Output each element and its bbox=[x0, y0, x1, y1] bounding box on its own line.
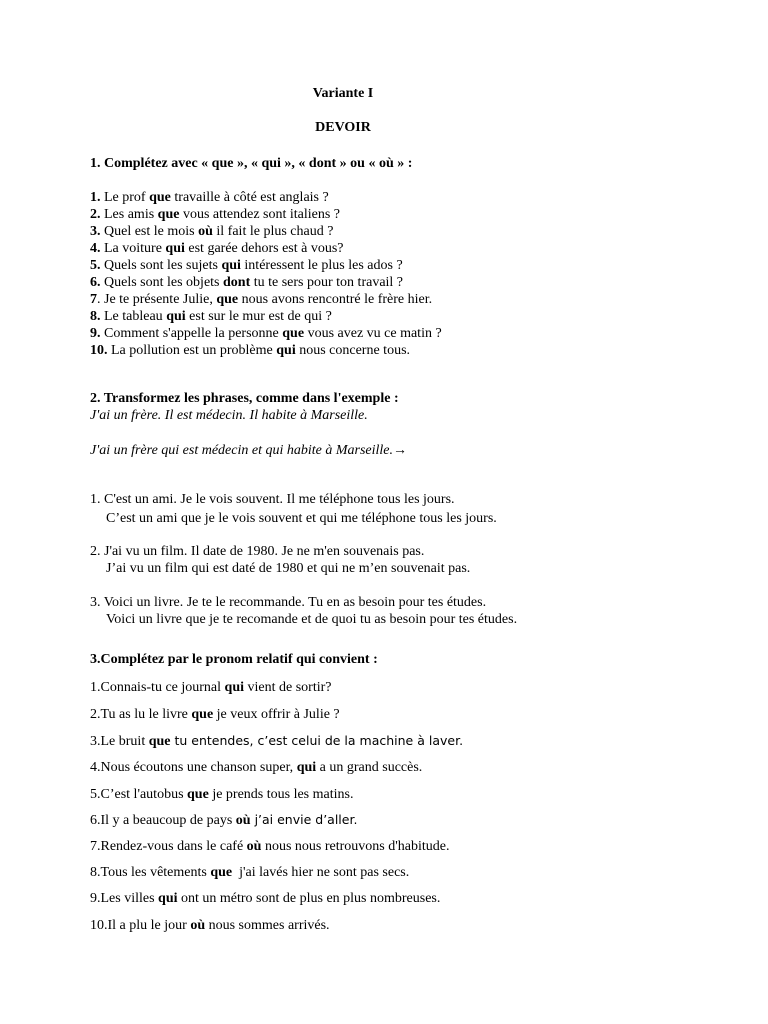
section1-item: 6. Quels sont les objets dont tu te sers pour ton travail ? bbox=[90, 275, 404, 290]
section1-item: 4. La voiture qui est garée dehors est à vous? bbox=[90, 241, 344, 256]
section3-heading: 3.Complétez par le pronom relatif qui convient : bbox=[90, 652, 378, 667]
section3-item: 3.Le bruit que tu entendes, c’est celui de la machine à laver. bbox=[90, 733, 464, 749]
section1-item: 2. Les amis que vous attendez sont italiens ? bbox=[90, 207, 341, 222]
section2-answer: J’ai vu un film qui est daté de 1980 et qui ne m’en souvenait pas. bbox=[106, 561, 471, 576]
section1-item: 10. La pollution est un problème qui nous concerne tous. bbox=[90, 343, 411, 358]
section1-item: 9. Comment s'appelle la personne que vous avez vu ce matin ? bbox=[90, 326, 442, 341]
section3-item: 6.Il y a beaucoup de pays où j’ai envie d’aller. bbox=[90, 812, 358, 828]
section2-question: 1. C'est un ami. Je le vois souvent. Il me téléphone tous les jours. bbox=[90, 492, 455, 507]
section2-question: 3. Voici un livre. Je te le recommande. Tu en as besoin pour tes études. bbox=[90, 595, 487, 610]
section3-item: 9.Les villes qui ont un métro sont de plus en plus nombreuses. bbox=[90, 891, 441, 906]
section2-heading: 2. Transformez les phrases, comme dans l'exemple : bbox=[90, 391, 399, 406]
section3-item: 8.Tous les vêtements que j'ai lavés hier ne sont pas secs. bbox=[90, 865, 410, 880]
section3-item: 1.Connais-tu ce journal qui vient de sortir? bbox=[90, 680, 332, 695]
section1-heading: 1. Complétez avec « que », « qui », « dont » ou « où » : bbox=[90, 156, 413, 171]
section2-answer: Voici un livre que je te recomande et de quoi tu as besoin pour tes études. bbox=[106, 612, 518, 627]
section1-item: 8. Le tableau qui est sur le mur est de qui ? bbox=[90, 309, 332, 324]
section1-item: 5. Quels sont les sujets qui intéressent le plus les ados ? bbox=[90, 258, 403, 273]
section2-answer: C’est un ami que je le vois souvent et qui me téléphone tous les jours. bbox=[106, 511, 497, 526]
section3-item: 2.Tu as lu le livre que je veux offrir à Julie ? bbox=[90, 707, 340, 722]
section2-question: 2. J'ai vu un film. Il date de 1980. Je ne m'en souvenais pas. bbox=[90, 544, 425, 559]
document-subtitle: DEVOIR bbox=[315, 120, 371, 135]
section3-item: 10.Il a plu le jour où nous sommes arrivés. bbox=[90, 918, 330, 933]
section3-item: 4.Nous écoutons une chanson super, qui a un grand succès. bbox=[90, 760, 423, 775]
section1-item: 1. Le prof que travaille à côté est anglais ? bbox=[90, 190, 329, 205]
section3-item: 5.C’est l'autobus que je prends tous les matins. bbox=[90, 787, 354, 802]
section2-example: J'ai un frère. Il est médecin. Il habite à Marseille. bbox=[90, 408, 368, 423]
section2-example-answer: J'ai un frère qui est médecin et qui habite à Marseille.→ bbox=[90, 443, 408, 458]
section1-item: 7. Je te présente Julie, que nous avons rencontré le frère hier. bbox=[90, 292, 433, 307]
section3-item: 7.Rendez-vous dans le café où nous nous retrouvons d'habitude. bbox=[90, 839, 450, 854]
document-title: Variante I bbox=[312, 86, 374, 101]
section1-item: 3. Quel est le mois où il fait le plus chaud ? bbox=[90, 224, 334, 239]
